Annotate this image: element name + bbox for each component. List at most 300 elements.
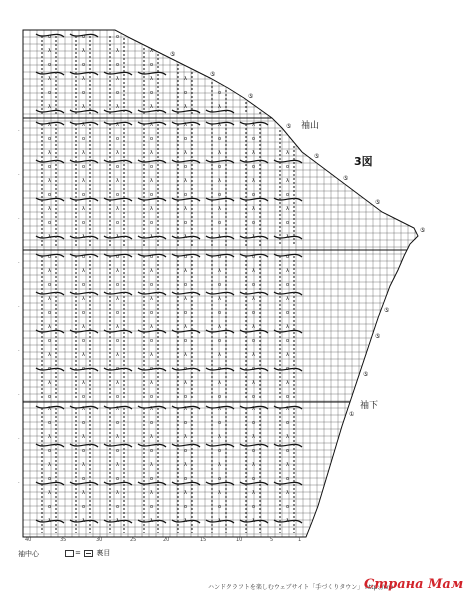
- stitch-symbol: ο: [218, 90, 222, 96]
- stitch-symbol: ο: [116, 476, 120, 482]
- stitch-symbol: ο: [286, 394, 290, 400]
- stitch-symbol: ο: [286, 366, 290, 372]
- cable-cross-mark: [70, 330, 98, 333]
- cable-cross-mark: [70, 110, 98, 113]
- stitch-symbol: ο: [48, 254, 52, 260]
- stitch-symbol: ο: [116, 366, 120, 372]
- stitch-symbol: λ: [184, 122, 187, 128]
- stitch-symbol: λ: [286, 178, 289, 184]
- stitch-symbol: ο: [82, 192, 86, 198]
- stitch-symbol: ο: [48, 310, 52, 316]
- stitch-symbol: λ: [116, 462, 119, 468]
- stitch-symbol: ο: [218, 136, 222, 142]
- stitch-symbol: ο: [82, 62, 86, 68]
- stitch-symbol: λ: [82, 150, 85, 156]
- stitch-symbol: λ: [218, 122, 221, 128]
- stitch-symbol: λ: [82, 434, 85, 440]
- stitch-symbol: ο: [82, 310, 86, 316]
- stitch-symbol: λ: [184, 462, 187, 468]
- stitch-symbol: λ: [150, 462, 153, 468]
- cable-cross-mark: [172, 444, 200, 447]
- stitch-symbol: λ: [252, 406, 255, 412]
- stitch-symbol: ο: [150, 62, 154, 68]
- stitch-symbol: ο: [218, 504, 222, 510]
- stitch-symbol: ο: [252, 254, 256, 260]
- stitch-symbol: λ: [116, 206, 119, 212]
- stitch-symbol: λ: [82, 380, 85, 386]
- stitch-symbol: λ: [48, 178, 51, 184]
- stitch-symbol: ο: [286, 254, 290, 260]
- stitch-symbol: λ: [286, 150, 289, 156]
- stitch-symbol: λ: [150, 434, 153, 440]
- stitch-symbol: λ: [218, 150, 221, 156]
- cable-cross-mark: [274, 198, 302, 201]
- stitch-symbol: λ: [184, 434, 187, 440]
- stitch-symbol: ο: [150, 310, 154, 316]
- stitch-symbol: λ: [116, 122, 119, 128]
- stitch-symbol: ο: [150, 366, 154, 372]
- stitch-symbol: ο: [116, 136, 120, 142]
- stitch-symbol: ο: [184, 164, 188, 170]
- stitch-symbol: λ: [252, 490, 255, 496]
- stitch-symbol: λ: [150, 234, 153, 240]
- stitch-symbol: λ: [150, 104, 153, 110]
- stitch-symbol: λ: [184, 406, 187, 412]
- stitch-symbol: λ: [116, 380, 119, 386]
- stitch-symbol: λ: [116, 150, 119, 156]
- row-count-mark: -: [18, 392, 20, 397]
- stitch-symbol: λ: [218, 296, 221, 302]
- stitch-symbol: λ: [116, 104, 119, 110]
- stitch-symbol: λ: [252, 178, 255, 184]
- stitch-symbol: ο: [48, 448, 52, 454]
- cable-cross-mark: [36, 72, 64, 75]
- stitch-symbol: ο: [150, 90, 154, 96]
- stitch-symbol: λ: [252, 352, 255, 358]
- stitch-symbol: ο: [218, 192, 222, 198]
- stitch-symbol: ο: [252, 136, 256, 142]
- stitch-symbol: λ: [286, 206, 289, 212]
- stitch-symbol: ο: [252, 476, 256, 482]
- stitch-symbol: λ: [116, 76, 119, 82]
- stitch-symbol: ο: [218, 282, 222, 288]
- stitch-symbol: ο: [116, 90, 120, 96]
- stitch-symbol: λ: [286, 518, 289, 524]
- stitch-symbol: ο: [116, 62, 120, 68]
- stitch-symbol: ο: [286, 476, 290, 482]
- stitch-symbol: λ: [184, 352, 187, 358]
- stitch-symbol: λ: [184, 178, 187, 184]
- stitch-symbol: λ: [116, 234, 119, 240]
- cable-cross-mark: [36, 110, 64, 113]
- stitch-symbol: ο: [48, 164, 52, 170]
- cable-cross-mark: [70, 160, 98, 163]
- row-marker: ①: [349, 411, 355, 418]
- column-tick-35: 35: [60, 537, 67, 543]
- stitch-symbol: λ: [286, 352, 289, 358]
- row-count-mark: -: [18, 172, 20, 177]
- stitch-symbol: ο: [48, 62, 52, 68]
- stitch-symbol: λ: [286, 234, 289, 240]
- column-tick-25: 25: [130, 537, 137, 543]
- stitch-symbol: ο: [116, 448, 120, 454]
- stitch-symbol: λ: [252, 380, 255, 386]
- stitch-symbol: ο: [150, 338, 154, 344]
- stitch-symbol: λ: [286, 406, 289, 412]
- stitch-symbol: λ: [252, 122, 255, 128]
- stitch-symbol: ο: [116, 34, 120, 40]
- stitch-symbol: ο: [252, 366, 256, 372]
- stitch-symbol: λ: [252, 150, 255, 156]
- cable-cross-mark: [36, 482, 64, 485]
- stitch-symbol: ο: [184, 136, 188, 142]
- cable-cross-mark: [274, 482, 302, 485]
- stitch-symbol: λ: [252, 518, 255, 524]
- stitch-symbol: ο: [48, 366, 52, 372]
- watermark-logo: Страна Мам: [364, 577, 464, 592]
- row-marker: ⑤: [343, 175, 349, 182]
- stitch-symbol: λ: [150, 178, 153, 184]
- stitch-symbol: ο: [116, 164, 120, 170]
- stitch-symbol: λ: [116, 296, 119, 302]
- stitch-symbol: λ: [252, 296, 255, 302]
- cable-cross-mark: [274, 160, 302, 163]
- stitch-symbol: ο: [48, 90, 52, 96]
- stitch-symbol: ο: [150, 420, 154, 426]
- stitch-symbol: λ: [218, 206, 221, 212]
- stitch-symbol: λ: [218, 462, 221, 468]
- cable-cross-mark: [70, 292, 98, 295]
- stitch-symbol: λ: [48, 518, 51, 524]
- stitch-symbol: ο: [48, 34, 52, 40]
- stitch-symbol: ο: [150, 282, 154, 288]
- row-marker: ⑤: [170, 51, 176, 58]
- stitch-symbol: λ: [48, 76, 51, 82]
- stitch-symbol: λ: [184, 76, 187, 82]
- stitch-symbol: ο: [82, 90, 86, 96]
- legend-purl-label: 裏目: [96, 549, 111, 557]
- stitch-symbol: λ: [48, 462, 51, 468]
- stitch-symbol: ο: [184, 254, 188, 260]
- stitch-symbol: λ: [218, 234, 221, 240]
- row-count-mark: -: [18, 436, 20, 441]
- cable-cross-mark: [172, 482, 200, 485]
- stitch-symbol: ο: [82, 366, 86, 372]
- stitch-symbol: λ: [218, 380, 221, 386]
- stitch-symbol: λ: [252, 462, 255, 468]
- cable-cross-mark: [70, 444, 98, 447]
- stitch-symbol: λ: [82, 518, 85, 524]
- stitch-symbol: ο: [218, 366, 222, 372]
- stitch-symbol: ο: [150, 504, 154, 510]
- stitch-symbol: ο: [252, 310, 256, 316]
- row-marker: ⑤: [210, 71, 216, 78]
- stitch-symbol: ο: [252, 394, 256, 400]
- cable-cross-mark: [36, 330, 64, 333]
- stitch-symbol: ο: [252, 448, 256, 454]
- stitch-symbol: λ: [150, 48, 153, 54]
- row-marker: ⑤: [384, 307, 390, 314]
- stitch-symbol: λ: [184, 490, 187, 496]
- row-marker: ⑤: [375, 199, 381, 206]
- stitch-symbol: λ: [184, 234, 187, 240]
- stitch-symbol: λ: [184, 150, 187, 156]
- stitch-symbol: λ: [150, 380, 153, 386]
- stitch-symbol: λ: [286, 462, 289, 468]
- cable-cross-mark: [206, 160, 234, 163]
- stitch-symbol: ο: [252, 338, 256, 344]
- stitch-symbol: ο: [150, 448, 154, 454]
- stitch-symbol: ο: [116, 310, 120, 316]
- stitch-symbol: ο: [150, 254, 154, 260]
- stitch-symbol: λ: [252, 234, 255, 240]
- stitch-symbol: λ: [218, 434, 221, 440]
- stitch-symbol: ο: [184, 90, 188, 96]
- cable-cross-mark: [70, 482, 98, 485]
- row-count-mark: -: [18, 304, 20, 309]
- row-marker: ⑤: [420, 227, 426, 234]
- stitch-symbol: ο: [218, 448, 222, 454]
- row-marker: ⑤: [375, 333, 381, 340]
- stitch-symbol: ο: [82, 34, 86, 40]
- stitch-symbol: ο: [184, 338, 188, 344]
- stitch-symbol: λ: [116, 48, 119, 54]
- stitch-symbol: λ: [184, 104, 187, 110]
- cable-cross-mark: [274, 292, 302, 295]
- stitch-symbol: ο: [184, 192, 188, 198]
- stitch-symbol: ο: [116, 338, 120, 344]
- legend: [64, 548, 110, 558]
- stitch-symbol: ο: [286, 192, 290, 198]
- cable-cross-mark: [172, 160, 200, 163]
- stitch-symbol: ο: [48, 136, 52, 142]
- stitch-symbol: ο: [218, 310, 222, 316]
- stitch-symbol: ο: [116, 220, 120, 226]
- stitch-symbol: ο: [48, 282, 52, 288]
- stitch-symbol: λ: [150, 268, 153, 274]
- stitch-symbol: ο: [184, 504, 188, 510]
- row-marker: ⑤: [248, 93, 254, 100]
- stitch-symbol: λ: [48, 296, 51, 302]
- stitch-symbol: ο: [150, 394, 154, 400]
- cable-cross-mark: [274, 330, 302, 333]
- stitch-symbol: λ: [150, 206, 153, 212]
- stitch-symbol: ο: [286, 420, 290, 426]
- stitch-symbol: λ: [218, 352, 221, 358]
- stitch-symbol: ο: [82, 476, 86, 482]
- stitch-symbol: ο: [184, 282, 188, 288]
- stitch-symbol: ο: [48, 420, 52, 426]
- stitch-symbol: λ: [82, 104, 85, 110]
- stitch-symbol: ο: [82, 136, 86, 142]
- cable-cross-mark: [36, 160, 64, 163]
- stitch-symbol: λ: [48, 406, 51, 412]
- stitch-symbol: ο: [252, 164, 256, 170]
- row-marker: ⑤: [363, 371, 369, 378]
- stitch-symbol: λ: [82, 296, 85, 302]
- stitch-symbol: λ: [82, 462, 85, 468]
- knit-symbol-icon: [65, 550, 74, 557]
- cable-cross-mark: [36, 292, 64, 295]
- stitch-symbol: λ: [82, 122, 85, 128]
- sleeve-cap-label: 袖山: [301, 121, 320, 131]
- stitch-symbol: λ: [116, 324, 119, 330]
- column-tick-10: 10: [236, 537, 243, 543]
- stitch-symbol: λ: [218, 490, 221, 496]
- stitch-symbol: λ: [82, 268, 85, 274]
- stitch-symbol: ο: [82, 420, 86, 426]
- stitch-symbol: ο: [82, 394, 86, 400]
- stitch-symbol: λ: [116, 406, 119, 412]
- stitch-symbol: ο: [116, 282, 120, 288]
- stitch-symbol: ο: [82, 254, 86, 260]
- stitch-symbol: λ: [82, 48, 85, 54]
- cable-cross-mark: [206, 110, 234, 113]
- cable-cross-mark: [172, 110, 200, 113]
- stitch-symbol: λ: [252, 268, 255, 274]
- stitch-symbol: λ: [286, 490, 289, 496]
- stitch-symbol: λ: [184, 206, 187, 212]
- stitch-symbol: ο: [184, 310, 188, 316]
- stitch-symbol: λ: [82, 206, 85, 212]
- stitch-symbol: ο: [218, 220, 222, 226]
- column-tick-15: 15: [200, 537, 207, 543]
- column-tick-20: 20: [163, 537, 170, 543]
- sleeve-center-label: 袖中心: [18, 550, 39, 558]
- cable-cross-mark: [206, 292, 234, 295]
- stitch-symbol: ο: [218, 420, 222, 426]
- stitch-symbol: ο: [48, 220, 52, 226]
- stitch-symbol: λ: [218, 104, 221, 110]
- stitch-symbol: ο: [286, 310, 290, 316]
- stitch-symbol: λ: [48, 150, 51, 156]
- stitch-symbol: λ: [150, 296, 153, 302]
- stitch-symbol: ο: [286, 164, 290, 170]
- stitch-symbol: λ: [48, 122, 51, 128]
- stitch-symbol: ο: [252, 504, 256, 510]
- stitch-symbol: ο: [116, 504, 120, 510]
- cable-cross-mark: [36, 198, 64, 201]
- cable-cross-mark: [206, 444, 234, 447]
- cable-cross-mark: [36, 444, 64, 447]
- row-count-mark: -: [18, 216, 20, 221]
- stitch-symbol: λ: [252, 324, 255, 330]
- stitch-symbol: λ: [82, 234, 85, 240]
- stitch-symbol: ο: [184, 476, 188, 482]
- stitch-symbol: ο: [252, 420, 256, 426]
- cable-cross-mark: [172, 292, 200, 295]
- stitch-symbol: ο: [184, 366, 188, 372]
- stitch-symbol: ο: [252, 282, 256, 288]
- stitch-symbol: λ: [82, 76, 85, 82]
- stitch-symbol: ο: [116, 192, 120, 198]
- stitch-symbol: λ: [116, 352, 119, 358]
- stitch-symbol: ο: [150, 220, 154, 226]
- stitch-symbol: λ: [82, 490, 85, 496]
- stitch-symbol: ο: [150, 476, 154, 482]
- stitch-symbol: λ: [150, 518, 153, 524]
- stitch-symbol: λ: [116, 518, 119, 524]
- stitch-symbol: λ: [116, 490, 119, 496]
- stitch-symbol: ο: [82, 282, 86, 288]
- stitch-symbol: λ: [218, 518, 221, 524]
- stitch-symbol: ο: [150, 192, 154, 198]
- stitch-symbol: ο: [252, 220, 256, 226]
- stitch-symbol: ο: [218, 394, 222, 400]
- row-marker: ⑤: [286, 123, 292, 130]
- stitch-symbol: ο: [82, 448, 86, 454]
- stitch-symbol: ο: [218, 254, 222, 260]
- legend-equals: =: [75, 549, 84, 557]
- stitch-symbol: λ: [286, 324, 289, 330]
- figure-number-label: 3図: [354, 155, 373, 168]
- stitch-symbol: λ: [150, 490, 153, 496]
- row-count-mark: -: [18, 480, 20, 485]
- stitch-symbol: ο: [252, 192, 256, 198]
- stitch-symbol: λ: [218, 406, 221, 412]
- stitch-symbol: ο: [48, 476, 52, 482]
- stitch-symbol: λ: [184, 518, 187, 524]
- stitch-symbol: λ: [48, 268, 51, 274]
- stitch-symbol: ο: [48, 394, 52, 400]
- row-count-mark: -: [18, 348, 20, 353]
- stitch-symbol: ο: [286, 220, 290, 226]
- row-count-mark: -: [18, 128, 20, 133]
- stitch-symbol: λ: [286, 268, 289, 274]
- cable-cross-mark: [274, 444, 302, 447]
- stitch-symbol: λ: [48, 490, 51, 496]
- stitch-symbol: λ: [48, 48, 51, 54]
- stitch-symbol: ο: [150, 164, 154, 170]
- stitch-symbol: λ: [48, 380, 51, 386]
- row-marker: ⑤: [314, 153, 320, 160]
- cable-cross-mark: [70, 198, 98, 201]
- purl-symbol-icon: [84, 550, 93, 557]
- stitch-symbol: λ: [150, 76, 153, 82]
- stitch-symbol: λ: [286, 434, 289, 440]
- cable-cross-mark: [206, 330, 234, 333]
- stitch-symbol: λ: [48, 206, 51, 212]
- stitch-symbol: ο: [48, 504, 52, 510]
- stitch-symbol: ο: [82, 504, 86, 510]
- cable-cross-mark: [172, 330, 200, 333]
- cable-cross-mark: [206, 198, 234, 201]
- stitch-symbol: ο: [48, 338, 52, 344]
- stitch-symbol: ο: [218, 338, 222, 344]
- stitch-symbol: ο: [116, 394, 120, 400]
- column-tick-1: 1: [298, 537, 302, 543]
- stitch-symbol: λ: [48, 104, 51, 110]
- stitch-symbol: λ: [184, 268, 187, 274]
- footer-text: ハンドクラフトを楽しむウェブサイト「手づくりタウン」 http://ww: [208, 584, 394, 591]
- cable-cross-mark: [70, 72, 98, 75]
- stitch-symbol: ο: [116, 420, 120, 426]
- stitch-symbol: ο: [82, 164, 86, 170]
- stitch-symbol: λ: [184, 380, 187, 386]
- stitch-symbol: ο: [218, 476, 222, 482]
- stitch-symbol: ο: [82, 220, 86, 226]
- column-tick-30: 30: [96, 537, 103, 543]
- stitch-symbol: λ: [184, 296, 187, 302]
- cable-cross-mark: [172, 198, 200, 201]
- stitch-symbol: ο: [184, 420, 188, 426]
- stitch-symbol: ο: [218, 164, 222, 170]
- stitch-symbol: λ: [82, 324, 85, 330]
- stitch-symbol: λ: [150, 324, 153, 330]
- stitch-symbol: ο: [116, 254, 120, 260]
- cable-cross-mark: [206, 482, 234, 485]
- stitch-symbol: ο: [82, 338, 86, 344]
